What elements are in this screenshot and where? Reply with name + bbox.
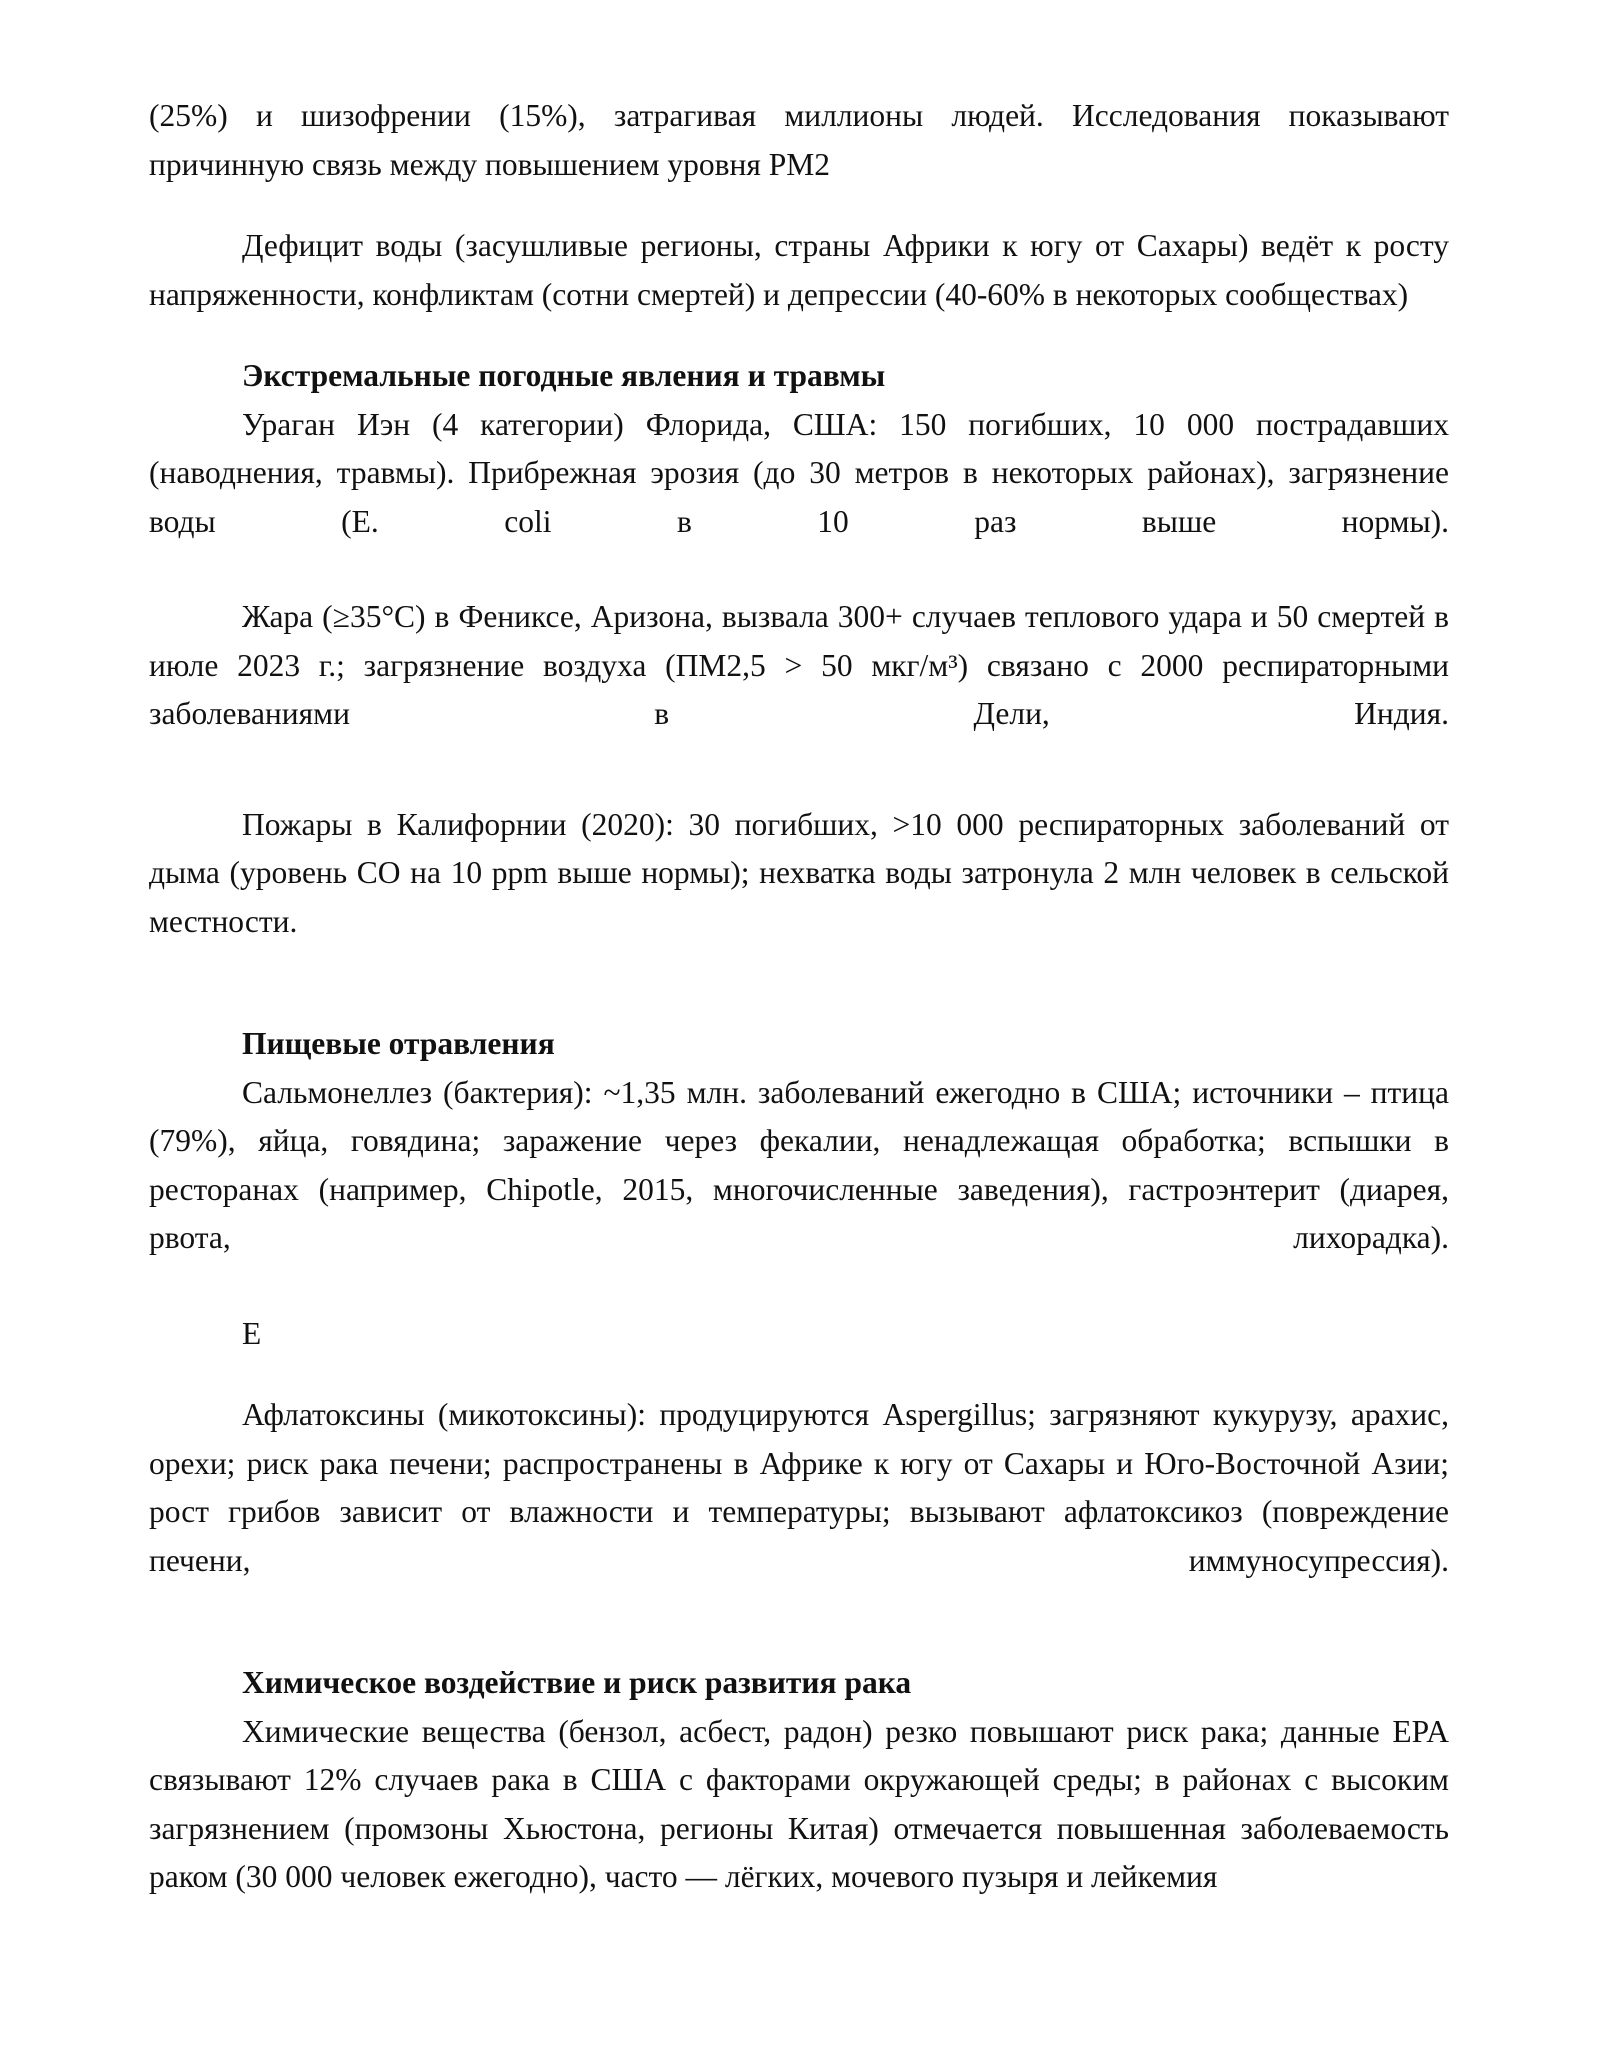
paragraph-fragment-e: E xyxy=(242,1315,262,1351)
document-page xyxy=(149,92,1449,1902)
paragraph-chemicals-cancer: Химические вещества (бензол, асбест, радон) резко повышают риск рака; данные EPA связывают 12% случаев рака в США с факторами окружающей среды; в районах с высоким загрязнением (промзоны Хьюстона, регионы Китая) отмечается повышенная заболеваемость раком (30 000 человек ежегодно), часто — лёгких, мочевого пузыря и лейкемия xyxy=(149,1713,1449,1894)
paragraph-water-deficit: Дефицит воды (засушливые регионы, страны Африки к югу от Сахары) ведёт к росту напряженности, конфликтам (сотни смертей) и депрессии (40-60% в некоторых сообществах) xyxy=(149,228,1449,312)
paragraph-california-fires: Пожары в Калифорнии (2020): 30 погибших, >10 000 респираторных заболеваний от дыма (уровень CO на 10 ppm выше нормы); нехватка воды затронула 2 млн человек в сельской местности. xyxy=(149,806,1449,939)
paragraph-aflatoxins: Афлатоксины (микотоксины): продуцируются Aspergillus; загрязняют кукурузу, арахис, орехи; риск рака печени; распространены в Африке к югу от Сахары и Юго-Восточной Азии; рост грибов зависит от влажности и температуры; вызывают афлатоксикоз (повреждение печени, иммуносупрессия). xyxy=(149,1397,1449,1578)
heading-extreme-weather: Экстремальные погодные явления и травмы xyxy=(242,358,886,393)
heading-food-poisoning: Пищевые отравления xyxy=(242,1026,555,1061)
paragraph-mental-health: (25%) и шизофрении (15%), затрагивая миллионы людей. Исследования показывают причинную связь между повышением уровня PM2 xyxy=(149,98,1449,182)
paragraph-hurricane-ian: Ураган Иэн (4 категории) Флорида, США: 150 погибших, 10 000 пострадавших (наводнения, травмы). Прибрежная эрозия (до 30 метров в некоторых районах), загрязнение воды (E. coli в 10 раз выше нормы). xyxy=(149,406,1449,539)
paragraph-salmonella: Сальмонеллез (бактерия): ~1,35 млн. заболеваний ежегодно в США; источники – птица (79%), яйца, говядина; заражение через фекалии, ненадлежащая обработка; вспышки в ресторанах (например, Chipotle, 2015, многочисленные заведения), гастроэнтерит (диарея, рвота, лихорадка). xyxy=(149,1074,1449,1255)
paragraph-heat-phoenix: Жара (≥35°C) в Фениксе, Аризона, вызвала 300+ случаев теплового удара и 50 смертей в июле 2023 г.; загрязнение воздуха (ПМ2,5 > 50 мкг/м³) связано с 2000 респираторными заболеваниями в Дели, Индия. xyxy=(149,599,1449,731)
heading-chemical-exposure: Химическое воздействие и риск развития рака xyxy=(242,1665,912,1700)
